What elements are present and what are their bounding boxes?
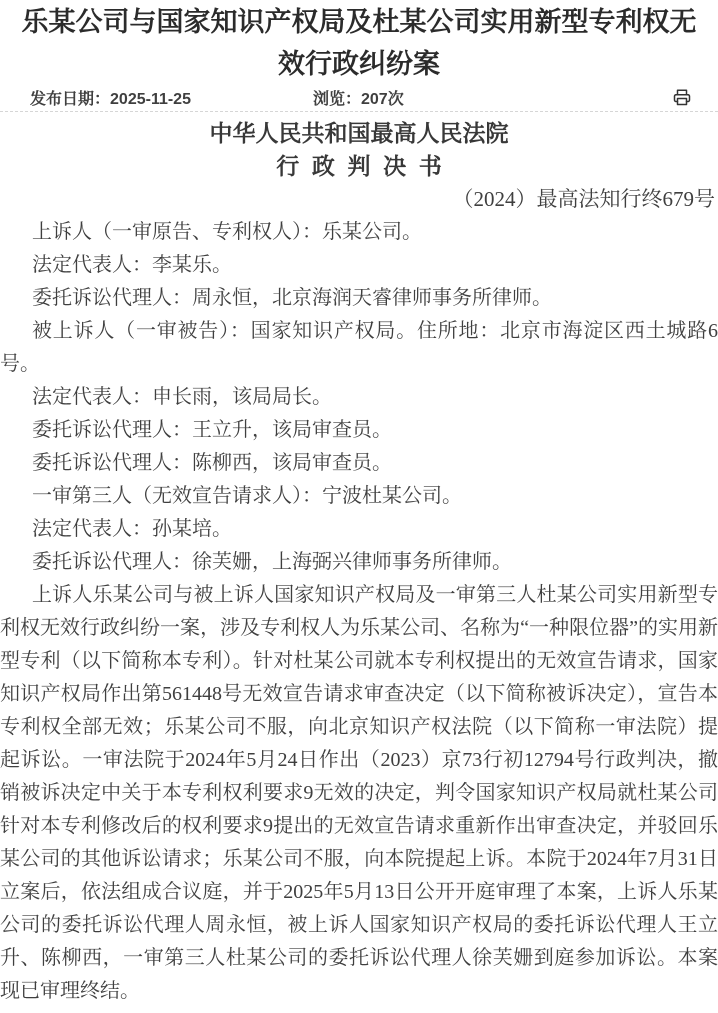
paragraph-appellant: 上诉人（一审原告、专利权人）：乐某公司。	[32, 221, 422, 243]
publish-date-label: 发布日期：	[30, 90, 111, 108]
paragraph-third-party: 一审第三人（无效宣告请求人）：宁波杜某公司。	[32, 485, 462, 507]
paragraph-agent-4: 委托诉讼代理人：徐芙姗，上海弼兴律师事务所律师。	[32, 551, 512, 573]
document-type: 行政判决书	[276, 154, 455, 179]
paragraph-case-summary: 上诉人乐某公司与被上诉人国家知识产权局及一审第三人杜某公司实用新型专利权无效行政纠纷一案，涉及专利权人为乐某公司、名称为“一种限位器”的实用新型专利（以下简称本专利）。针对杜某公司就本专利权提出的无效宣告请求，国家知识产权局作出第561448号无效宣告请求审查决定（以下简称被诉决定），宣告本专利权全部无效；乐某公司不服，向北京知识产权法院（以下简称一审法院）提起诉讼。一审法院于2024年5月24日作出（2023）京73行初12794号行政判决，撤销被诉决定中关于本专利权利要求9无效的决定，判令国家知识产权局就杜某公司针对本专利修改后的权利要求9提出的无效宣告请求重新作出审查决定，并驳回乐某公司的其他诉讼请求；乐某公司不服，向本院提起上诉。本院于2024年7月31日立案后，依法组成合议庭，并于2025年5月13日公开开庭审理了本案，上诉人乐某公司的委托诉讼代理人周永恒，被上诉人国家知识产权局的委托诉讼代理人王立升、陈柳西，一审第三人杜某公司的委托诉讼代理人徐芙姗到庭参加诉讼。本案现已审理终结。	[0, 584, 718, 1002]
views-value: 207次	[361, 90, 404, 108]
judgment-document	[0, 112, 718, 1008]
paragraph-agent-1: 委托诉讼代理人：周永恒，北京海润天睿律师事务所律师。	[32, 287, 552, 309]
paragraph-legal-rep-1: 法定代表人：李某乐。	[32, 254, 232, 276]
print-button[interactable]	[672, 87, 692, 107]
printer-icon	[673, 88, 691, 106]
publish-date	[30, 86, 191, 109]
paragraph-agent-3: 委托诉讼代理人：陈柳西，该局审查员。	[32, 452, 392, 474]
page-title: 乐某公司与国家知识产权局及杜某公司实用新型专利权无效行政纠纷案	[21, 7, 697, 79]
paragraph-appellee: 被上诉人（一审被告）：国家知识产权局。住所地：北京市海淀区西土城路6号。	[0, 320, 718, 375]
paragraph-legal-rep-3: 法定代表人：孙某培。	[32, 518, 232, 540]
paragraph-agent-2: 委托诉讼代理人：王立升，该局审查员。	[32, 419, 392, 441]
view-count	[313, 86, 404, 109]
publish-date-value: 2025-11-25	[110, 90, 191, 108]
case-number: （2024）最高法知行终679号	[452, 187, 715, 211]
views-label: 浏览：	[312, 90, 361, 108]
meta-row	[0, 87, 718, 107]
court-name: 中华人民共和国最高人民法院	[209, 121, 509, 146]
paragraph-legal-rep-2: 法定代表人：申长雨，该局局长。	[32, 386, 332, 408]
